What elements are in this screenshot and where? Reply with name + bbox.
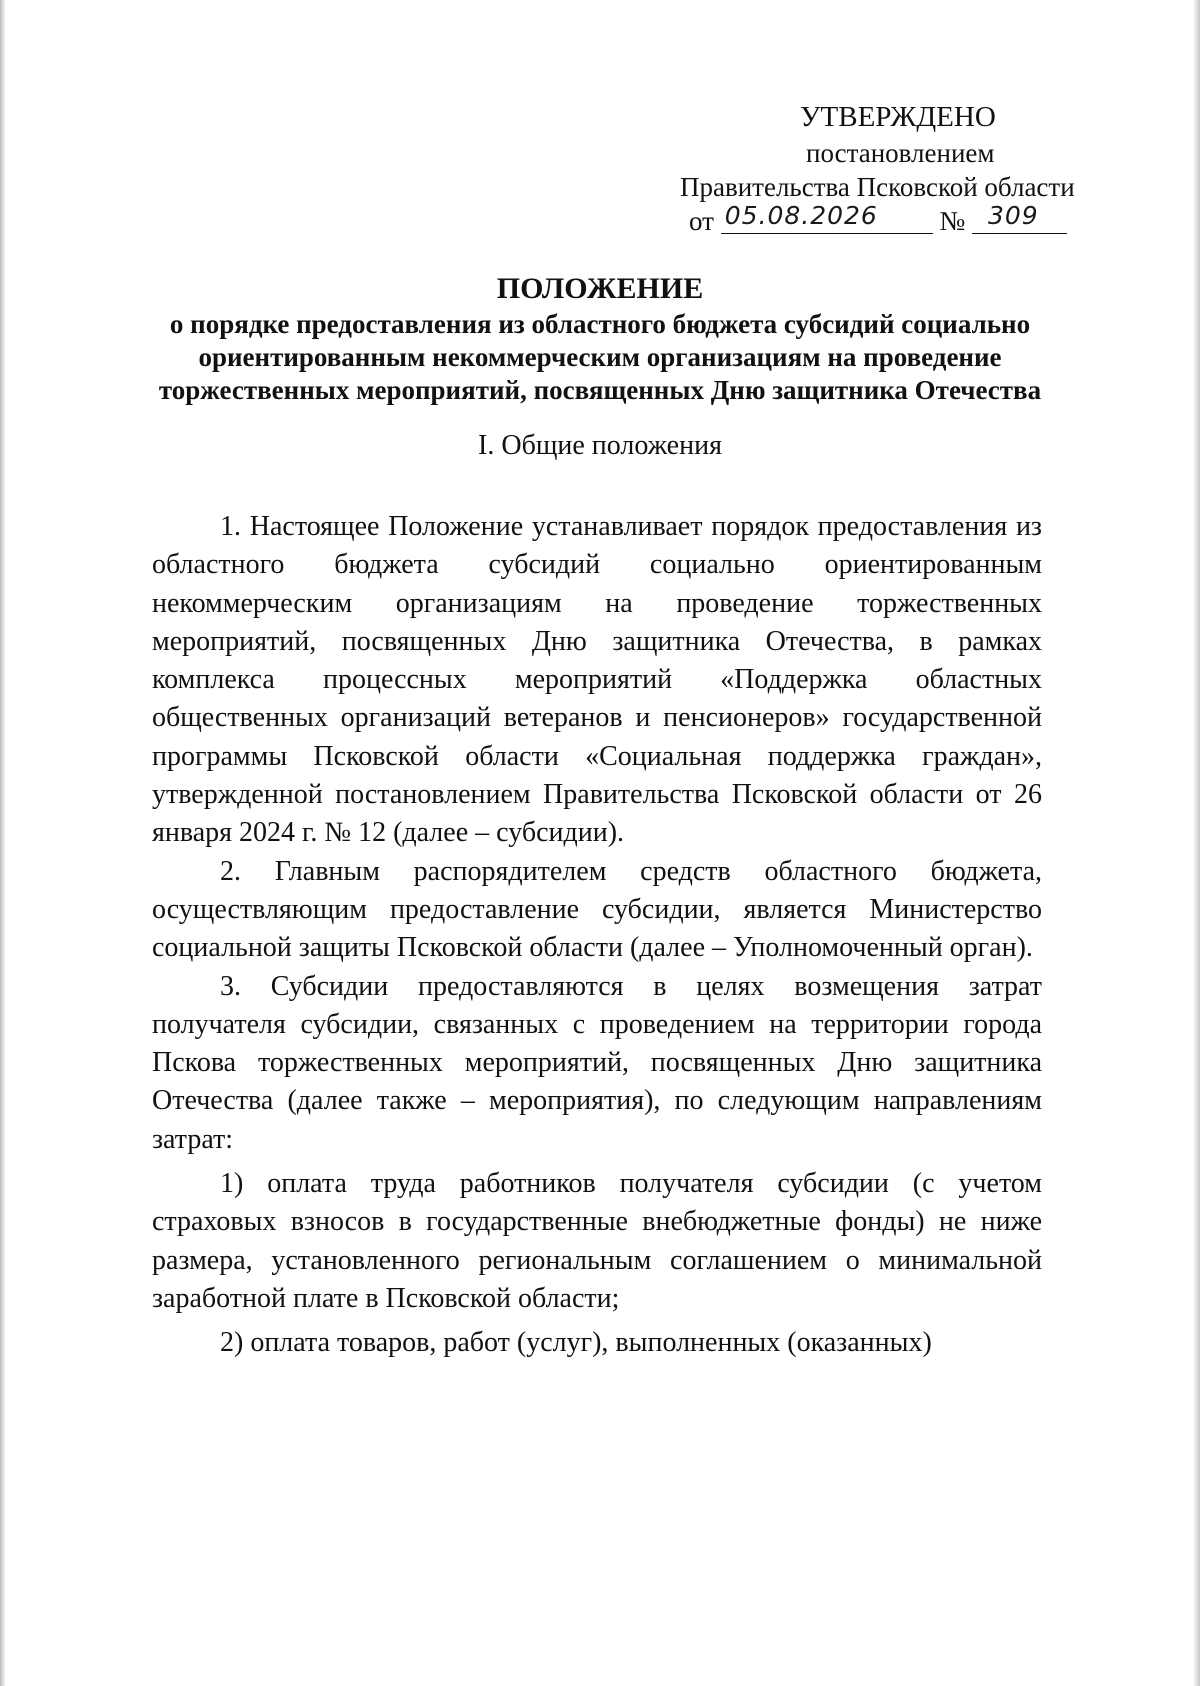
approval-line-resolution: постановлением	[806, 138, 995, 168]
section-heading: I. Общие положения	[478, 430, 722, 461]
approval-date-number-line	[689, 203, 1067, 238]
scan-edge-left	[0, 0, 5, 1686]
date-prefix: от	[689, 206, 714, 236]
document-body	[152, 508, 1042, 1363]
approval-line-government: Правительства Псковской области	[680, 172, 1075, 202]
scan-edge-right	[1194, 0, 1200, 1686]
handwritten-number: 309	[987, 201, 1039, 230]
approval-title: УТВЕРЖДЕНО	[800, 101, 996, 133]
paragraph-3-item-2: 2) оплата товаров, работ (услуг), выполненных (оказанных)	[220, 1327, 932, 1359]
handwritten-date: 05.08.2026	[724, 201, 878, 230]
number-field	[972, 203, 1067, 234]
paragraph-3: 3. Субсидии предоставляются в целях возмещения затрат получателя субсидии, связанных с проведением на территории города Пскова торжественных мероприятий, посвященных Дню защитника Отечества (далее также – мероприятия), по следующим направлениям затрат:	[152, 970, 1042, 1155]
paragraph-2: 2. Главным распорядителем средств областного бюджета, осуществляющим предоставление субсидии, является Министерство социальной защиты Псковской области (далее – Уполномоченный орган).	[152, 855, 1042, 964]
paragraph-3-item-1: 1) оплата труда работников получателя субсидии (с учетом страховых взносов в государственные внебюджетные фонды) не ниже размера, установленного региональным соглашением о минимальной заработной плате в Псковской области;	[152, 1168, 1042, 1314]
paragraph-1: 1. Настоящее Положение устанавливает порядок предоставления из областного бюджета субсидий социально ориентированным некоммерческим организациям на проведение торжественных мероприятий, посвященных Дню защитника Отечества, в рамках комплекса процессных мероприятий «Поддержка областных общественных организаций ветеранов и пенсионеров» государственной программы Псковской области «Социальная поддержка граждан», утвержденной постановлением Правительства Псковской области от 26 января 2024 г. № 12 (далее – субсидии).	[152, 511, 1042, 849]
document-subtitle: о порядке предоставления из областного бюджета субсидий социально ориентированным некоммерческим организациям на проведение торжественных мероприятий, посвященных Дню защитника Отечества	[158, 309, 1042, 405]
document-title: ПОЛОЖЕНИЕ	[496, 272, 704, 305]
number-prefix: №	[939, 206, 966, 236]
date-field	[721, 203, 933, 234]
